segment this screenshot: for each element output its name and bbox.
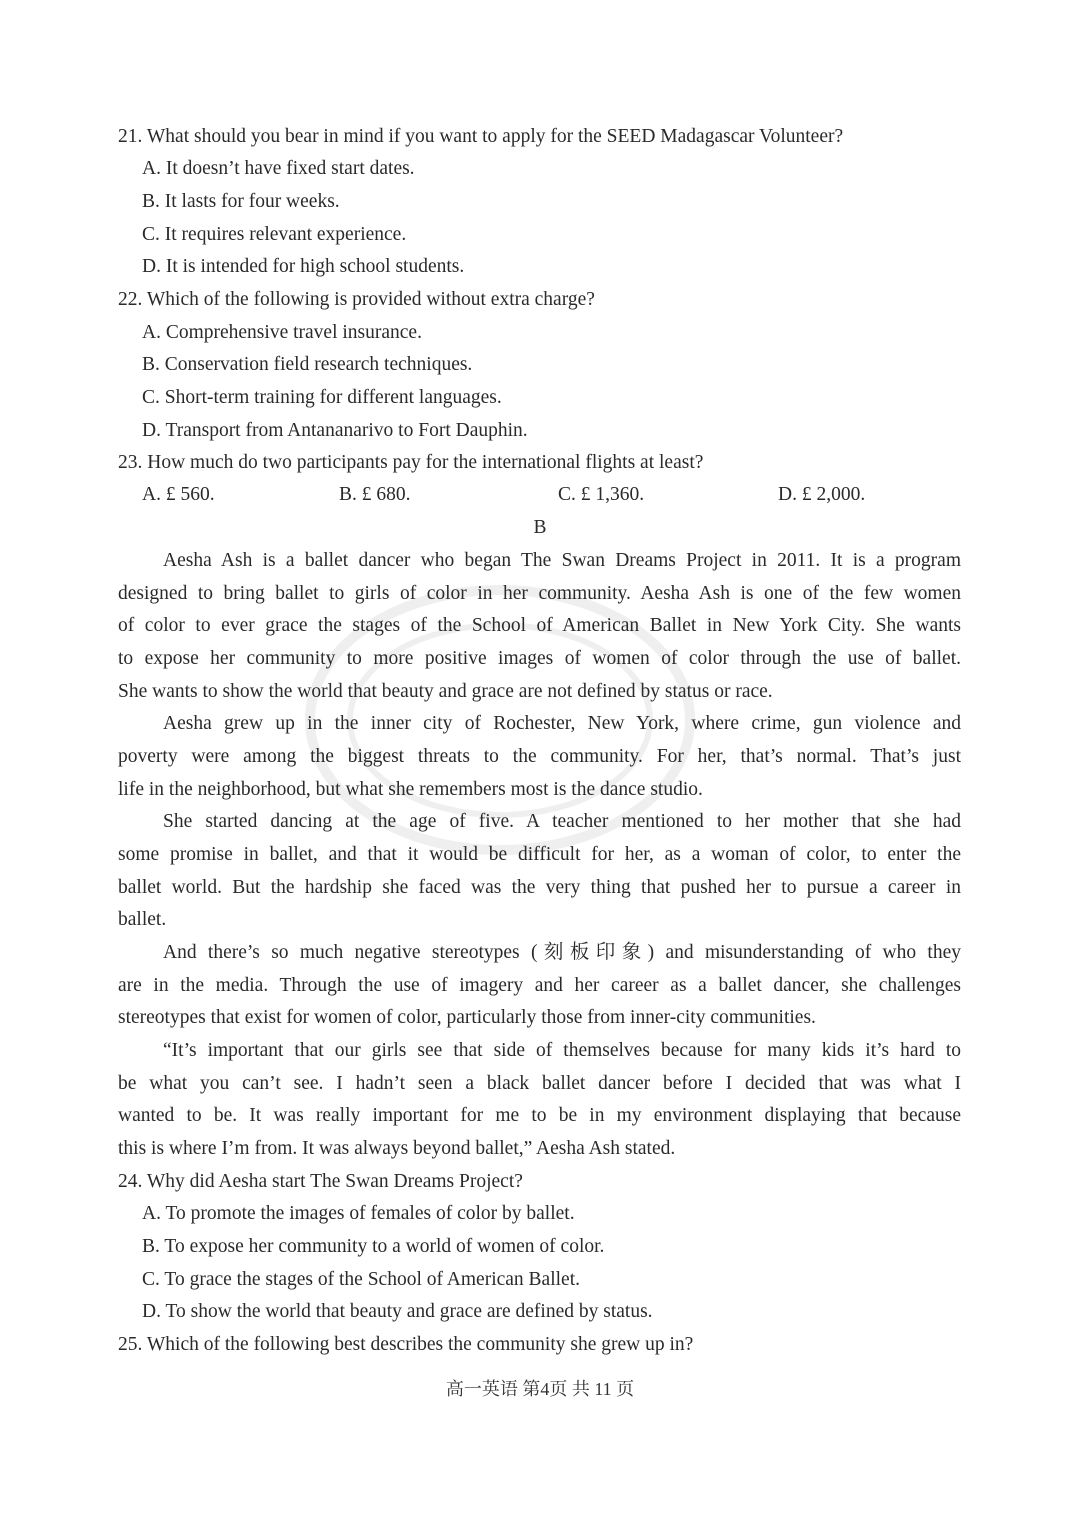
- q22-option-b: B. Conservation field research techniques.: [142, 354, 473, 375]
- q21-option-b: B. It lasts for four weeks.: [142, 191, 340, 212]
- question-23-stem: 23. How much do two participants pay for the international flights at least?: [118, 452, 704, 473]
- passage-line: this is where I’m from. It was always beyond ballet,” Aesha Ash stated.: [118, 1138, 676, 1159]
- q23-option-d: D. £ 2,000.: [778, 484, 866, 505]
- q24-option-b: B. To expose her community to a world of women of color.: [142, 1236, 605, 1257]
- q21-option-a: A. It doesn’t have fixed start dates.: [142, 158, 415, 179]
- passage-line: “It’s important that our girls see that side of themselves because for many kids it’s hard to: [163, 1040, 961, 1061]
- q24-option-a: A. To promote the images of females of color by ballet.: [142, 1203, 575, 1224]
- question-25-stem: 25. Which of the following best describes the community she grew up in?: [118, 1334, 694, 1355]
- q24-option-d: D. To show the world that beauty and grace are defined by status.: [142, 1301, 653, 1322]
- passage-line: designed to bring ballet to girls of color in her community. Aesha Ash is one of the few women: [118, 583, 961, 604]
- q21-option-d: D. It is intended for high school students.: [142, 256, 465, 277]
- question-21-stem: 21. What should you bear in mind if you want to apply for the SEED Madagascar Volunteer?: [118, 126, 844, 147]
- passage-line: And there’s so much negative stereotypes (刻板印象) and misunderstanding of who they: [163, 942, 961, 963]
- q23-option-c: C. £ 1,360.: [558, 484, 645, 505]
- passage-line: be what you can’t see. I hadn’t seen a black ballet dancer before I decided that was what I: [118, 1073, 961, 1094]
- passage-line: of color to ever grace the stages of the School of American Ballet in New York City. She wants: [118, 615, 961, 636]
- question-22-stem: 22. Which of the following is provided without extra charge?: [118, 289, 595, 310]
- passage-line: some promise in ballet, and that it would be difficult for her, as a woman of color, to enter the: [118, 844, 961, 865]
- q22-option-c: C. Short-term training for different languages.: [142, 387, 502, 408]
- passage-line: ballet world. But the hardship she faced was the very thing that pushed her to pursue a career in: [118, 877, 961, 898]
- q22-option-d: D. Transport from Antananarivo to Fort Dauphin.: [142, 420, 528, 441]
- question-24-stem: 24. Why did Aesha start The Swan Dreams Project?: [118, 1171, 523, 1192]
- passage-line: ballet.: [118, 909, 167, 930]
- passage-line: stereotypes that exist for women of color, particularly those from inner-city communities.: [118, 1007, 816, 1028]
- page-footer: 高一英语 第4页 共 11 页: [445, 1379, 635, 1399]
- q21-option-c: C. It requires relevant experience.: [142, 224, 407, 245]
- passage-line: to expose her community to more positive images of women of color through the use of ballet.: [118, 648, 961, 669]
- q23-option-b: B. £ 680.: [339, 484, 411, 505]
- passage-line: Aesha grew up in the inner city of Rochester, New York, where crime, gun violence and: [163, 713, 961, 734]
- q24-option-c: C. To grace the stages of the School of American Ballet.: [142, 1269, 580, 1290]
- passage-line: life in the neighborhood, but what she remembers most is the dance studio.: [118, 779, 703, 800]
- passage-line: She wants to show the world that beauty and grace are not defined by status or race.: [118, 681, 773, 702]
- passage-line: poverty were among the biggest threats to the community. For her, that’s normal. That’s just: [118, 746, 961, 767]
- passage-line: wanted to be. It was really important for me to be in my environment displaying that because: [118, 1105, 961, 1126]
- q22-option-a: A. Comprehensive travel insurance.: [142, 322, 422, 343]
- passage-line: She started dancing at the age of five. A teacher mentioned to her mother that she had: [163, 811, 961, 832]
- q23-option-a: A. £ 560.: [142, 484, 215, 505]
- passage-line: Aesha Ash is a ballet dancer who began The Swan Dreams Project in 2011. It is a program: [163, 550, 961, 571]
- passage-line: are in the media. Through the use of imagery and her career as a ballet dancer, she challenges: [118, 975, 961, 996]
- section-label: B: [533, 517, 547, 538]
